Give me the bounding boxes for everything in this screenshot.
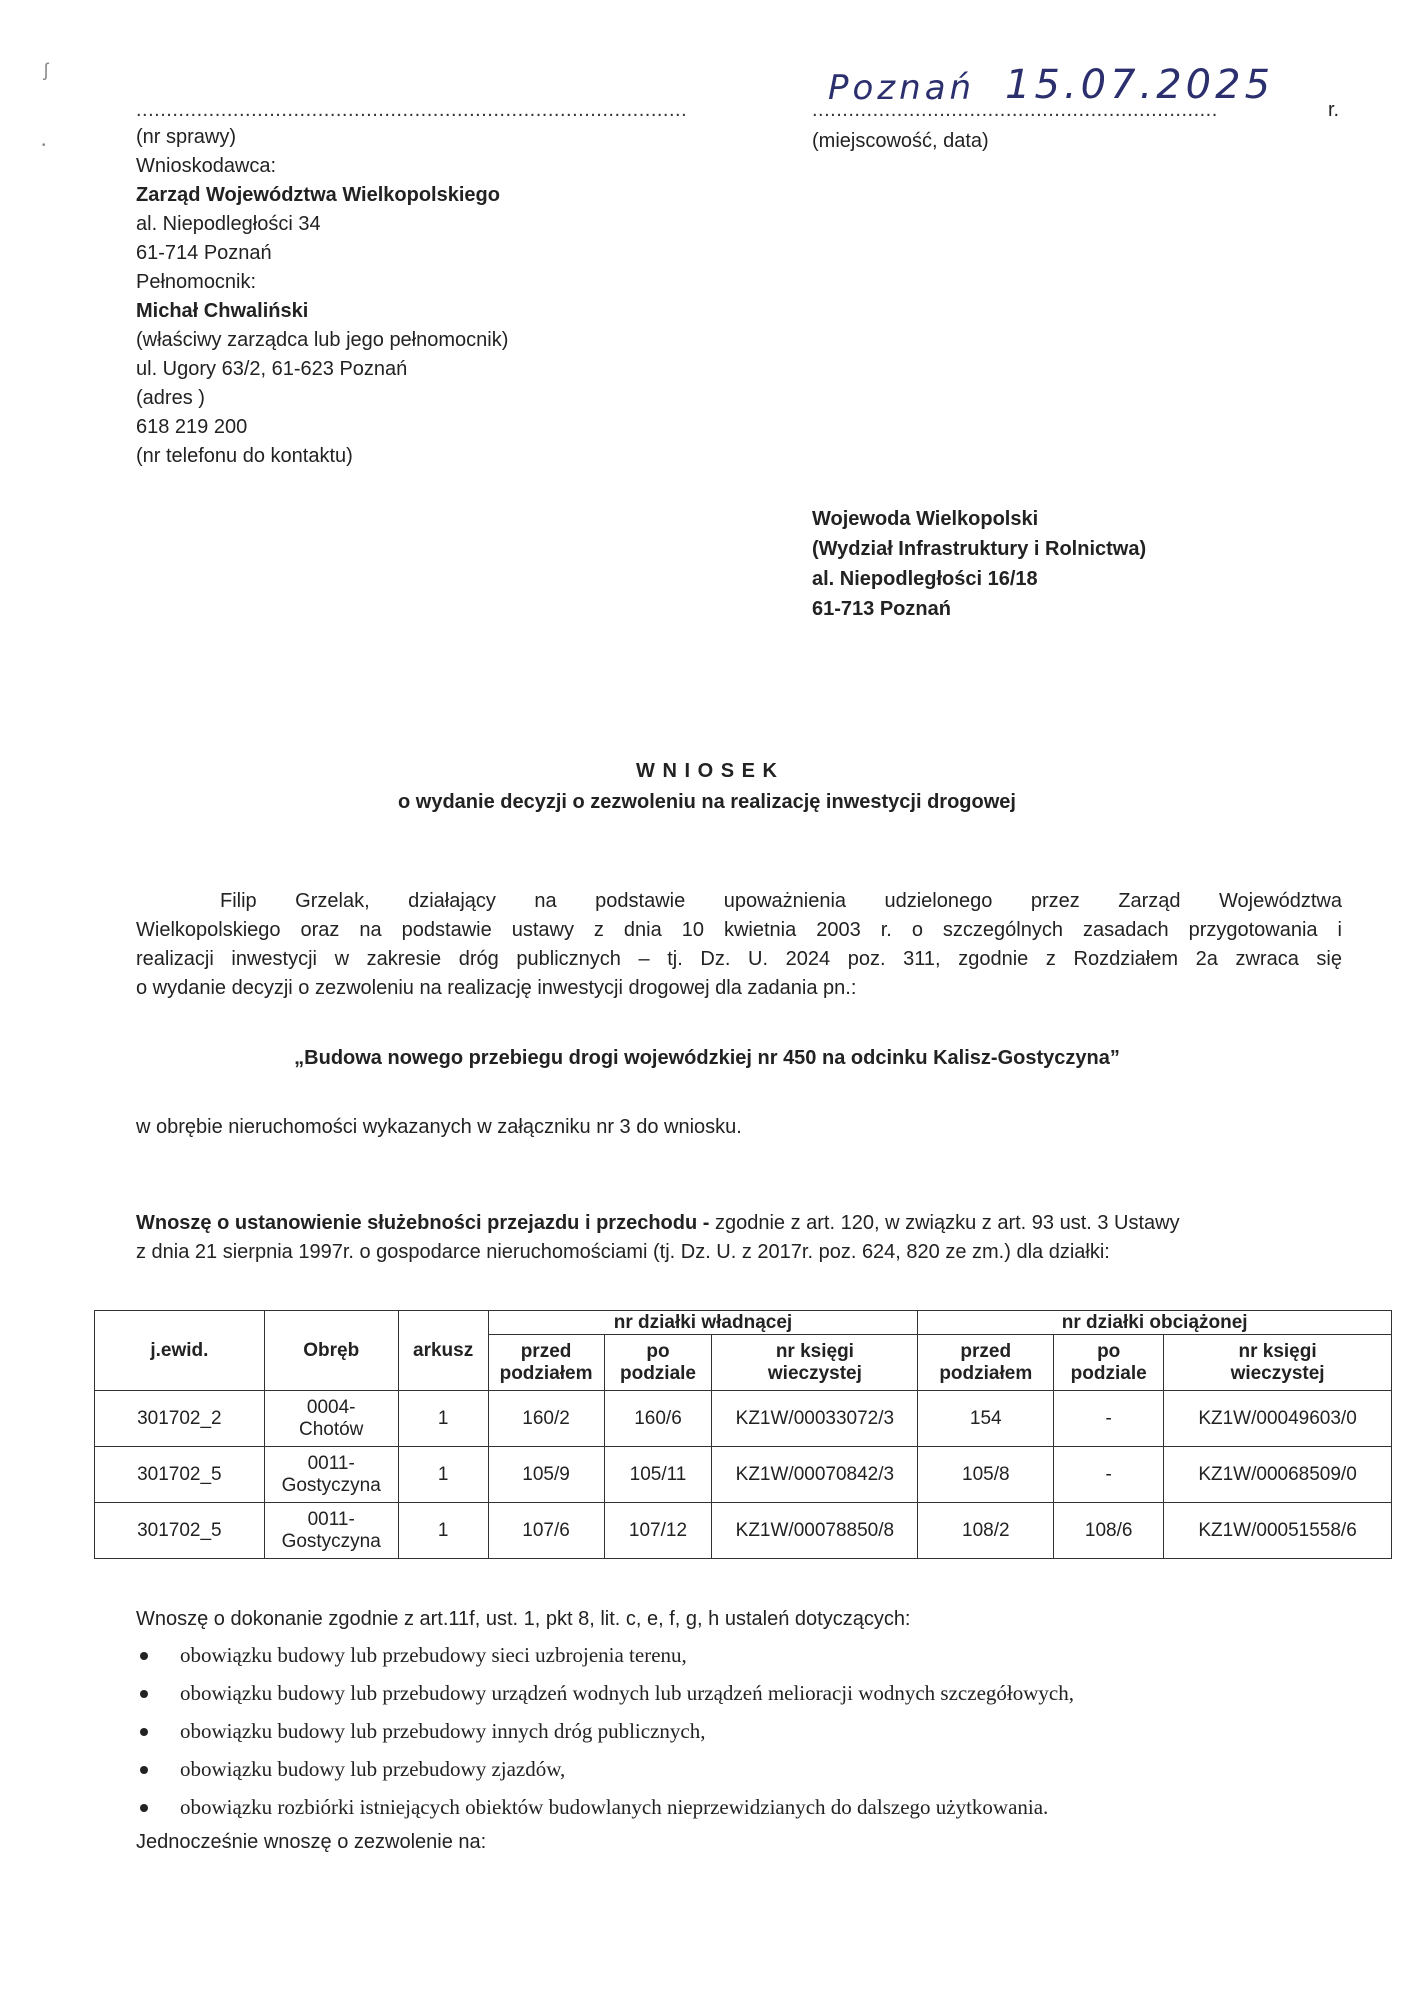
header-sheet: arkusz [398, 1311, 488, 1391]
recipient-line-2: (Wydział Infrastruktury i Rolnictwa) [812, 538, 1147, 560]
address-label: (adres ) [136, 387, 205, 409]
cell-unit: 301702_2 [95, 1391, 265, 1447]
document-subtitle: o wydanie decyzji o zezwoleniu na realizację inwestycji drogowej [398, 791, 1016, 813]
header-dominant-before: przed podziałem [488, 1335, 604, 1391]
cell-servient-book: KZ1W/00049603/0 [1164, 1391, 1392, 1447]
cell-servient-after: - [1054, 1447, 1164, 1503]
bullet-icon [140, 1728, 148, 1736]
date-suffix: r. [1328, 99, 1340, 121]
intro-line-4: o wydanie decyzji o zezwoleniu na realizację inwestycji drogowej dla zadania pn.: [136, 977, 857, 999]
recipient-line-3: al. Niepodległości 16/18 [812, 568, 1038, 590]
proxy-address: ul. Ugory 63/2, 61-623 Poznań [136, 358, 408, 380]
cell-servient-before: 105/8 [918, 1447, 1054, 1503]
bullet-icon [140, 1804, 148, 1812]
cell-dominant-after: 105/11 [604, 1447, 712, 1503]
document-title: W N I O S E K [636, 760, 778, 782]
phone-number: 618 219 200 [136, 416, 248, 438]
settlement-item: obowiązku budowy lub przebudowy zjazdów, [180, 1757, 566, 1781]
header-dominant-after: po podziale [604, 1335, 712, 1391]
proxy-name: Michał Chwaliński [136, 300, 309, 322]
closing-text: Jednocześnie wnoszę o zezwolenie na: [136, 1831, 487, 1853]
easement-bold: Wnoszę o ustanowienie służebności przejazdu i przechodu - [136, 1212, 710, 1234]
scope-text: w obrębie nieruchomości wykazanych w załączniku nr 3 do wniosku. [136, 1116, 742, 1138]
settlement-item: obowiązku budowy lub przebudowy innych dróg publicznych, [180, 1719, 706, 1743]
cell-unit: 301702_5 [95, 1503, 265, 1559]
settlement-item: obowiązku rozbiórki istniejących obiektów budowlanych nieprzewidzianych do dalszego użytkowania. [180, 1795, 1049, 1819]
cell-precinct: 0004- Chotów [264, 1391, 398, 1447]
cell-servient-after: 108/6 [1054, 1503, 1164, 1559]
handwritten-date: 15.07.2025 [1005, 62, 1275, 108]
cell-dominant-book: KZ1W/00070842/3 [712, 1447, 918, 1503]
settlements-intro: Wnoszę o dokonanie zgodnie z art.11f, ust. 1, pkt 8, lit. c, e, f, g, h ustaleń dotyczących: [136, 1608, 911, 1630]
cell-sheet: 1 [398, 1447, 488, 1503]
cell-servient-after: - [1054, 1391, 1164, 1447]
date-dots: ................................................................... [812, 99, 1218, 121]
applicant-city: 61-714 Poznań [136, 242, 272, 264]
settlement-item: obowiązku budowy lub przebudowy sieci uzbrojenia terenu, [180, 1643, 687, 1667]
cell-unit: 301702_5 [95, 1447, 265, 1503]
settlement-item: obowiązku budowy lub przebudowy urządzeń wodnych lub urządzeń melioracji wodnych szczegółowych, [180, 1681, 1074, 1705]
table-row [95, 1503, 1392, 1559]
applicant-street: al. Niepodległości 34 [136, 213, 321, 235]
parcels-table [94, 1310, 1392, 1559]
bullet-icon [140, 1652, 148, 1660]
cell-dominant-book: KZ1W/00033072/3 [712, 1391, 918, 1447]
handwritten-place: Poznań [828, 68, 976, 108]
project-name: „Budowa nowego przebiegu drogi wojewódzkiej nr 450 na odcinku Kalisz-Gostyczyna” [294, 1047, 1120, 1069]
proxy-label: Pełnomocnik: [136, 271, 257, 293]
cell-servient-before: 108/2 [918, 1503, 1054, 1559]
intro-line-3: realizacji inwestycji w zakresie dróg publicznych – tj. Dz. U. 2024 poz. 311, zgodnie z Rozdziałem 2a zwraca się [136, 948, 1342, 970]
cell-precinct: 0011- Gostyczyna [264, 1447, 398, 1503]
recipient-line-1: Wojewoda Wielkopolski [812, 508, 1039, 530]
cell-dominant-before: 160/2 [488, 1391, 604, 1447]
header-servient-parcel: nr działki obciążonej [918, 1311, 1392, 1335]
cell-dominant-before: 105/9 [488, 1447, 604, 1503]
cell-dominant-book: KZ1W/00078850/8 [712, 1503, 918, 1559]
scan-mark: • [42, 140, 46, 151]
cell-servient-book: KZ1W/00051558/6 [1164, 1503, 1392, 1559]
header-servient-book: nr księgi wieczystej [1164, 1335, 1392, 1391]
case-number-label: (nr sprawy) [136, 126, 237, 148]
applicant-name: Zarząd Województwa Wielkopolskiego [136, 184, 500, 206]
header-unit: j.ewid. [95, 1311, 265, 1391]
cell-dominant-after: 160/6 [604, 1391, 712, 1447]
cell-precinct: 0011- Gostyczyna [264, 1503, 398, 1559]
easement-rest: zgodnie z art. 120, w związku z art. 93 ust. 3 Ustawy [709, 1212, 1180, 1234]
cell-dominant-after: 107/12 [604, 1503, 712, 1559]
header-servient-after: po podziale [1054, 1335, 1164, 1391]
table-row [95, 1447, 1392, 1503]
cell-servient-before: 154 [918, 1391, 1054, 1447]
intro-line-1: Filip Grzelak, działający na podstawie upoważnienia udzielonego przez Zarząd Województwa [220, 890, 1342, 912]
place-date-label: (miejscowość, data) [812, 130, 989, 152]
cell-sheet: 1 [398, 1503, 488, 1559]
phone-label: (nr telefonu do kontaktu) [136, 445, 353, 467]
case-number-dots: ........................................................................................... [136, 99, 688, 121]
proxy-note: (właściwy zarządca lub jego pełnomocnik) [136, 329, 509, 351]
header-dominant-book: nr księgi wieczystej [712, 1335, 918, 1391]
cell-sheet: 1 [398, 1391, 488, 1447]
cell-servient-book: KZ1W/00068509/0 [1164, 1447, 1392, 1503]
intro-line-2: Wielkopolskiego oraz na podstawie ustawy z dnia 10 kwietnia 2003 r. o szczególnych zasadach przygotowania i [136, 919, 1342, 941]
scan-mark: ʃ [44, 60, 48, 80]
table-row [95, 1391, 1392, 1447]
bullet-icon [140, 1690, 148, 1698]
cell-dominant-before: 107/6 [488, 1503, 604, 1559]
recipient-line-4: 61-713 Poznań [812, 598, 951, 620]
easement-line-1 [136, 1209, 1180, 1238]
header-precinct: Obręb [264, 1311, 398, 1391]
applicant-label: Wnioskodawca: [136, 155, 277, 177]
header-dominant-parcel: nr działki władnącej [488, 1311, 918, 1335]
bullet-icon [140, 1766, 148, 1774]
header-servient-before: przed podziałem [918, 1335, 1054, 1391]
easement-line-2: z dnia 21 sierpnia 1997r. o gospodarce nieruchomościami (tj. Dz. U. z 2017r. poz. 624, 820 ze zm.) dla działki: [136, 1241, 1110, 1263]
